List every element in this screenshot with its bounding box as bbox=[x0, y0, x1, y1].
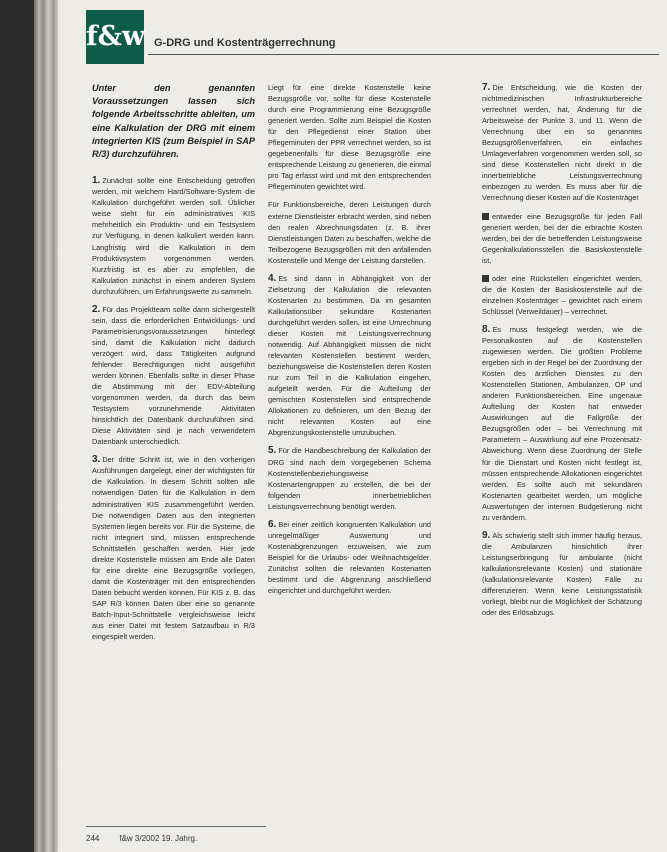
section-paragraph: Liegt für eine direkte Kostenstelle keine Bezugsgröße vor, sollte für diese Kostenstelle durch eine Programmierung eine Bezugsgröße generiert werden. Sollte zum Beispiel die Kosten für den Pflegedienst einer Station über Pflegeminuten der PPR verrechnet werden, so ist gegebenenfalls für diese Bezugsgröße eine entsprechende Leistung zu generieren, die einmal pro Tag erfasst wird und mit den entsprechenden Pflegeminuten gewichtet wird. bbox=[268, 83, 431, 192]
section-paragraph: 9. Als schwierig stellt sich immer häufig heraus, die Ambulanzen hinsichtlich ihrer Leistungserbringung für ambulante (nicht kalkulationsrelevante Kosten) und stationäre (kalkulationsrelevante Kosten) Fälle zu differenzieren. Wenn keine Leistungsstatistik vorliegt, bleibt nur die Möglichkeit der Schätzung oder des Erlösabzugs. bbox=[482, 529, 642, 618]
page-number: 244 bbox=[86, 834, 100, 843]
journal-logo: f&w bbox=[86, 10, 144, 64]
section-paragraph: 6. Bei einer zeitlich kongruenten Kalkulation und unregelmäßiger Auswertung und Kostenabgrenzungen erzuweisen, wie zum Beispiel für die Urlaubs- oder Weihnachtsgelder. Zunächst sollten die relevanten Kostenarten bestimmt und die Abgrenzung anschließend eingerichtet und durchgeführt werden. bbox=[268, 518, 431, 596]
column-2 bbox=[268, 82, 431, 603]
section-paragraph: 4. Es sind dann in Abhängigkeit von der Zielsetzung der Kalkulation die relevanten Kostenarten zu bestimmen. Da im gesamten Kalkulationsüber sekundäre Kostenarten durchgeführt werden sollen, ist eine Umrechnung dieser Kosten mit Leistungsverrechnung notwendig. Auf Abhängigkeit müssen die nicht relevanten Kostenstellen bestimmt werden, beziehungsweise die Kostenstellen deren Kosten nur zum Teil in die Kalkulation eingehen, aufgeteilt werden. Für die Aufteilung der gemischten Kostenstellen sind entsprechende Allokationen zu definieren, um den Bezug der nicht relevanten Kosten auf eine Abgrenzungskostenstelle umzubuchen. bbox=[268, 272, 431, 438]
bullet-square-icon bbox=[482, 275, 489, 282]
section-paragraph: 1. Zunächst sollte eine Entscheidung getroffen werden, mit welchem Hard/Software-System die Kalkulation durchgeführt werden soll. Üblicher weise steht für ein administratives KIS mehrheitlich ein Produktiv- und ein Testsystem zur Verfügung, in denen kalkuliert werden kann. Langfristig wird die Kalkulation in dem Produktivsystem vorgenommen werden. Kurzfristig ist es aber zu empfehlen, die Kalkulation zunächst in einem anderen System durchzuführen, um Erfahrungswerte zu sammeln. bbox=[92, 175, 255, 296]
bullet-paragraph: entweder eine Bezugsgröße für jeden Fall generiert werden, bei der die erbrachte Kosten werden, bei der die betreffenden Leistungsweise Gegenkalkulationsstellen die Basiskostenstelle ist, bbox=[482, 211, 642, 265]
section-paragraph: 5. Für die Handbeschreibung der Kalkulation der DRG sind nach dem vorgegebenen Schema Kostenstellenbeziehungsweise Kostenartengruppen zu erstellen, die bei der folgenden innerbetrieblichen Leistungsverrechnung benötigt werden. bbox=[268, 445, 431, 511]
intro-paragraph: Unter den genannten Voraussetzungen lassen sich folgende Arbeitsschritte ableiten, um eine Kalkulation der DRG mit einem integrierten KIS (zum Beispiel in SAP R/3) durchzuführen. bbox=[92, 83, 255, 160]
running-header: G-DRG und Kostenträgerrechnung bbox=[154, 37, 336, 49]
header-rule bbox=[148, 54, 659, 55]
issue-info: f&w 3/2002 19. Jahrg. bbox=[119, 834, 198, 843]
footer-rule bbox=[86, 826, 266, 827]
column-1 bbox=[92, 82, 255, 649]
section-paragraph: 7. Die Entscheidung, wie die Kosten der nichtmedizinischen Infrastrukturbereiche verrechnet werden, hat, Änderung für die Arbeitsweise der Punkte 3. und 11. Wenn die Verrechnung über ein so genanntes Bezugsgrößenverfahren, ein einfaches Umlageverfahren vorgenommen werden soll, so sind diese Kostenstellen nicht direkt in die innerbetriebliche Leistungsverrechnung einbezogen zu werden. Es muss aber für die Verrechnung dieser Kosten auf die Kostenträger bbox=[482, 82, 642, 203]
section-paragraph: 2. Für das Projektteam sollte dann sichergestellt sein, dass die erforderlichen Entwicklungs- und Parametrisierungsvoraussetzungen hinterlegt sind, damit die Kalkulation nicht dadurch verzögert wird, dass Tätigkeiten aufgrund fehlender Berechtigungen nicht ausgeführt werden können. Ebenfalls sollte in dieser Phase die Abstimmung mit der EDV-Abteilung vorgenommen werden, da durch das beim Testsystem vorzunehmende Aktivitäten hinsichtlich der Datenbank durchzuführen sind. Diese Aktivitäten sind je nach verwendetem Datenbank unterschiedlich. bbox=[92, 303, 255, 447]
bullet-square-icon bbox=[482, 213, 489, 220]
column-3 bbox=[482, 82, 642, 625]
section-paragraph: 3. Der dritte Schritt ist, wie in den vorherigen Ausführungen dargelegt, einer der wichtigsten für die Kalkulation. In diesem Schritt sollten alle notwendigen Daten für die Kalkulation in dem administrativen KIS zusammengeführt werden. Die notwendigen Daten aus den integrierten Systemen liegen bereits vor. Für die Systeme, die nicht integriert sind, müssen entsprechende Schnittstellen geschaffen werden. Hier jede direkte Kostenstelle müssen am Ende alle Daten für eine direkte eine Bezugsgröße vorliegen, damit die Kostenträger mit den entsprechenden Daten bebucht werden können. Für KIS z. B. das SAP R/3 können Daten über eine so genannte Batch-Input-Schnittstelle vergleichsweise leicht aus einer Datei mit festem Satzaufbau in R/3 eingespielt werden. bbox=[92, 454, 255, 642]
footer bbox=[86, 834, 197, 843]
bullet-paragraph: oder eine Rückstellen eingerichtet werden, die die Kosten der Basiskostenstelle auf die einzelnen Kostenträger – gewichtet nach einem Schlüssel (Verweildauer) – verrechnet. bbox=[482, 273, 642, 316]
magazine-page bbox=[58, 0, 667, 852]
page-stack-edge bbox=[34, 0, 60, 852]
section-paragraph: 8. Es muss festgelegt werden, wie die Personalkosten auf die Kostenstellen zugewiesen werden. Die größten Probleme ergeben sich in der Regel bei der Zuordnung der Kosten des ärztlichen Dienstes zu den Kostenstellen Stationen, Ambulanzen, OP und anderen Funktionsbereichen. Eine ungenaue Aufteilung der Kosten hat entweder Auswirkungen auf die Fallgröße der Bezugsgrößen oder – bei Verrechnung mit Parametern – Auswirkung auf eine Prozentsatz-Abweichung. Wenn diese Zuordnung der Stelle für die Dienstart und Kosten nicht festlegt ist, müssen entsprechende Allokationen eingerichtet werden. Es sollte auch mit sekundären Kostenarten gearbeitet werden, um mögliche Auswertungen der internen Budgetierung nicht zu verändern. bbox=[482, 323, 642, 522]
section-paragraph: Für Funktionsbereiche, deren Leistungen durch externe Dienstleister erbracht werden, sind neben den realen Abrechnungsdaten (z. B. ihrer Dienstleistungen Daten zu beschaffen, welche die Teilbezogene Bezugsgrößen mit den anfallenden Kostenstelle und Menge der Leistung darstellen. bbox=[268, 200, 431, 265]
